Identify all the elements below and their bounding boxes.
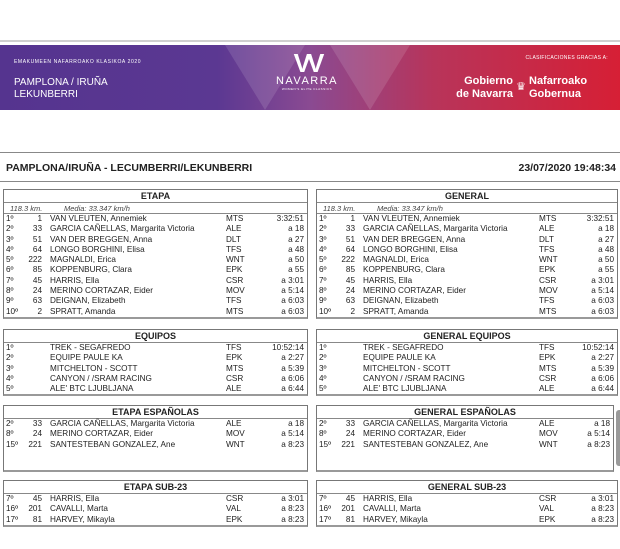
time: a 8:23: [587, 439, 610, 449]
rider-name: LONGO BORGHINI, Elisa: [50, 244, 145, 254]
time: a 3:01: [591, 275, 614, 285]
rider-name: SPRATT, Amanda: [363, 306, 429, 316]
position: 7º: [319, 275, 327, 285]
bib-number: 201: [341, 504, 355, 514]
bib-number: 45: [345, 275, 355, 285]
time: a 6:03: [591, 296, 614, 306]
time: a 55: [288, 265, 304, 275]
position: 15º: [6, 439, 19, 449]
rider-name: VAN VLEUTEN, Annemiek: [363, 214, 460, 223]
table-row: [317, 307, 617, 317]
position: 7º: [319, 494, 327, 503]
rider-name: MERINO CORTAZAR, Eider: [363, 286, 466, 296]
time: a 18: [288, 419, 304, 428]
position: 4º: [319, 373, 327, 383]
rider-name: TREK - SEGAFREDO: [363, 343, 444, 352]
team-code: EPK: [539, 265, 556, 275]
table-row: [317, 384, 617, 394]
time: a 48: [288, 244, 304, 254]
table-etapa-espanolas: [3, 405, 308, 472]
route-line-1: PAMPLONA / IRUÑA: [14, 77, 108, 88]
position: 8º: [319, 286, 327, 296]
table-row: [317, 286, 617, 296]
bib-number: 81: [32, 514, 42, 524]
time: a 8:23: [281, 439, 304, 449]
table-equipos: [3, 329, 308, 396]
position: 2º: [319, 419, 327, 428]
position: 1º: [319, 214, 327, 223]
rider-name: ALE' BTC LJUBLJANA: [363, 384, 447, 394]
team-code: TFS: [539, 244, 555, 254]
table-row: [317, 245, 617, 255]
time: a 5:14: [281, 429, 304, 439]
position: 5º: [6, 255, 14, 265]
team-code: MTS: [226, 363, 244, 373]
position: 9º: [319, 296, 327, 306]
table-row: [4, 384, 307, 394]
table-row: [4, 515, 307, 525]
navarra-crest-icon: ♛: [516, 81, 526, 93]
team-code: ALE: [226, 419, 242, 428]
rider-name: MAGNALDI, Erica: [363, 255, 429, 265]
bib-number: 1: [37, 214, 42, 223]
team-code: WNT: [226, 439, 245, 449]
rider-name: HARVEY, Mikayla: [50, 514, 115, 524]
sponsor-eu-line-2: Gobernua: [529, 88, 581, 100]
table-row: [4, 276, 307, 286]
table-row: [4, 224, 307, 234]
table-row: [317, 265, 617, 275]
table-title: GENERAL EQUIPOS: [317, 330, 617, 343]
position: 1º: [6, 343, 14, 352]
table-row: [317, 374, 617, 384]
time: a 27: [598, 234, 614, 244]
table-title: ETAPA: [4, 190, 307, 203]
route-label: [14, 77, 108, 101]
rider-name: KOPPENBURG, Clara: [50, 265, 132, 275]
team-code: WNT: [539, 255, 558, 265]
rider-name: MERINO CORTAZAR, Eider: [363, 429, 466, 439]
time: a 6:44: [281, 384, 304, 394]
team-code: ALE: [226, 224, 242, 234]
time: a 50: [598, 255, 614, 265]
report-datetime: 23/07/2020 19:48:34: [518, 162, 616, 174]
team-code: TFS: [539, 296, 555, 306]
position: 9º: [6, 296, 14, 306]
rider-name: GARCIA CAÑELLAS, Margarita Victoria: [50, 224, 195, 234]
rider-name: DEIGNAN, Elizabeth: [363, 296, 439, 306]
team-code: EPK: [539, 514, 556, 524]
rider-name: VAN DER BREGGEN, Anna: [50, 234, 153, 244]
time: a 50: [288, 255, 304, 265]
table-row: [317, 440, 613, 450]
position: 2º: [319, 353, 327, 363]
position: 8º: [319, 429, 327, 439]
rider-name: CAVALLI, Marta: [363, 504, 421, 514]
position: 5º: [6, 384, 14, 394]
rider-name: HARVEY, Mikayla: [363, 514, 428, 524]
position: 8º: [6, 286, 14, 296]
header-banner: [0, 45, 620, 110]
team-code: CSR: [539, 494, 557, 503]
table-row: [4, 265, 307, 275]
table-row: [317, 235, 617, 245]
table-row: [4, 504, 307, 514]
rider-name: GARCIA CAÑELLAS, Margarita Victoria: [50, 419, 195, 428]
time: a 6:03: [591, 306, 614, 316]
team-code: WNT: [226, 255, 245, 265]
rider-name: VAN DER BREGGEN, Anna: [363, 234, 466, 244]
bib-number: 81: [345, 514, 355, 524]
rider-name: HARRIS, Ella: [363, 494, 413, 503]
table-row: [317, 255, 617, 265]
sponsor-name-eu: [529, 75, 587, 101]
bib-number: 33: [32, 419, 42, 428]
event-name: EMAKUMEEN NAFARROAKO KLASIKOA 2020: [14, 59, 142, 65]
time: 10:52:14: [582, 343, 614, 352]
page-title: PAMPLONA/IRUÑA - LECUMBERRI/LEKUNBERRI: [6, 162, 253, 174]
time: a 5:14: [591, 286, 614, 296]
bib-number: 24: [32, 286, 42, 296]
table-title: GENERAL: [317, 190, 617, 203]
bib-number: 222: [28, 255, 42, 265]
bib-number: 24: [345, 286, 355, 296]
team-code: CSR: [539, 275, 557, 285]
position: 5º: [319, 255, 327, 265]
sponsor-eu-line-1: Nafarroako: [529, 75, 588, 87]
divider: [0, 181, 620, 182]
time: a 18: [288, 224, 304, 234]
rider-name: LONGO BORGHINI, Elisa: [363, 244, 458, 254]
position: 17º: [6, 514, 19, 524]
team-code: MOV: [539, 286, 558, 296]
time: a 6:06: [281, 373, 304, 383]
average-speed: Media: 33.347 km/h: [377, 204, 443, 213]
table-row: [4, 245, 307, 255]
table-row: [4, 429, 307, 439]
bib-number: 201: [28, 504, 42, 514]
rider-name: GARCIA CAÑELLAS, Margarita Victoria: [363, 224, 508, 234]
team-code: ALE: [226, 384, 242, 394]
position: 3º: [319, 363, 327, 373]
bib-number: 45: [345, 494, 355, 503]
time: a 5:39: [591, 363, 614, 373]
rider-name: CANYON / /SRAM RACING: [50, 373, 152, 383]
stage-info: [4, 203, 307, 214]
team-code: DLT: [226, 234, 241, 244]
table-row: [4, 235, 307, 245]
team-code: ALE: [539, 384, 555, 394]
team-code: CSR: [226, 494, 244, 503]
rider-name: MERINO CORTAZAR, Eider: [50, 286, 153, 296]
time: a 5:14: [587, 429, 610, 439]
table-title: GENERAL SUB-23: [317, 481, 617, 494]
rider-name: SPRATT, Amanda: [50, 306, 116, 316]
table-general-espanolas: [316, 405, 614, 472]
position: 3º: [319, 234, 327, 244]
table-row: [317, 419, 613, 429]
table-row: [317, 504, 617, 514]
position: 4º: [6, 244, 14, 254]
table-row: [4, 307, 307, 317]
table-row: [317, 364, 617, 374]
team-code: VAL: [226, 504, 241, 514]
position: 2º: [319, 224, 327, 234]
table-general-sub23: [316, 480, 618, 527]
position: 6º: [319, 265, 327, 275]
bib-number: 51: [32, 234, 42, 244]
position: 2º: [6, 419, 14, 428]
rider-name: MITCHELTON - SCOTT: [363, 363, 451, 373]
rider-name: EQUIPE PAULE KA: [363, 353, 436, 363]
sponsor-es-line-2: de Navarra: [456, 88, 513, 100]
position: 10º: [6, 306, 19, 316]
table-row: [317, 353, 617, 363]
time: a 3:01: [281, 275, 304, 285]
team-code: MTS: [539, 214, 557, 223]
rider-name: CAVALLI, Marta: [50, 504, 108, 514]
time: a 55: [598, 265, 614, 275]
position: 3º: [6, 234, 14, 244]
position: 1º: [319, 343, 327, 352]
time: a 6:44: [591, 384, 614, 394]
sponsor-name-es: [456, 75, 513, 101]
sponsor-es-line-1: Gobierno: [464, 75, 513, 87]
position: 2º: [6, 224, 14, 234]
time: a 8:23: [591, 504, 614, 514]
table-row: [4, 440, 307, 450]
team-code: CSR: [226, 373, 244, 383]
position: 16º: [6, 504, 19, 514]
position: 2º: [6, 353, 14, 363]
table-row: [4, 353, 307, 363]
table-row: [4, 255, 307, 265]
table-title: ETAPA SUB-23: [4, 481, 307, 494]
team-code: MOV: [226, 286, 245, 296]
rider-name: CANYON / /SRAM RACING: [363, 373, 465, 383]
rider-name: DEIGNAN, Elizabeth: [50, 296, 126, 306]
team-code: EPK: [226, 514, 243, 524]
side-scroll-handle[interactable]: [616, 410, 620, 466]
time: a 3:01: [591, 494, 614, 503]
position: 7º: [6, 275, 14, 285]
table-row: [317, 515, 617, 525]
top-divider: [0, 40, 620, 42]
position: 10º: [319, 306, 332, 316]
position: 6º: [6, 265, 14, 275]
team-code: TFS: [226, 296, 242, 306]
bib-number: 2: [37, 306, 42, 316]
team-code: TFS: [539, 343, 555, 352]
time: a 5:39: [281, 363, 304, 373]
time: a 2:27: [591, 353, 614, 363]
sponsor-label: CLASIFICACIONES GRACIAS A:: [525, 55, 608, 61]
team-code: EPK: [226, 353, 243, 363]
team-code: EPK: [226, 265, 243, 275]
rider-name: HARRIS, Ella: [363, 275, 413, 285]
bib-number: 63: [32, 296, 42, 306]
w-logo-icon: VV: [293, 48, 321, 78]
time: a 6:03: [281, 296, 304, 306]
table-row: [317, 429, 613, 439]
rider-name: SANTESTEBAN GONZALEZ, Ane: [363, 439, 489, 449]
bib-number: 63: [345, 296, 355, 306]
rider-name: EQUIPE PAULE KA: [50, 353, 123, 363]
distance: 118.3 km.: [323, 204, 356, 213]
team-code: WNT: [539, 439, 558, 449]
time: a 2:27: [281, 353, 304, 363]
navarra-logo: [272, 48, 342, 91]
bib-number: 45: [32, 275, 42, 285]
average-speed: Media: 33.347 km/h: [64, 204, 130, 213]
table-row: [4, 494, 307, 504]
team-code: TFS: [226, 343, 242, 352]
logo-text: NAVARRA: [275, 75, 339, 87]
time: a 48: [598, 244, 614, 254]
team-code: EPK: [539, 353, 556, 363]
time: a 5:14: [281, 286, 304, 296]
route-line-2: LEKUNBERRI: [14, 89, 78, 100]
distance: 118.3 km.: [10, 204, 43, 213]
bib-number: 85: [32, 265, 42, 275]
position: 8º: [6, 429, 14, 439]
table-row: [4, 214, 307, 224]
time: a 8:23: [281, 504, 304, 514]
table-row: [317, 296, 617, 306]
position: 16º: [319, 504, 332, 514]
table-title: EQUIPOS: [4, 330, 307, 343]
time: a 18: [594, 419, 610, 428]
team-code: MTS: [226, 214, 244, 223]
position: 15º: [319, 439, 332, 449]
team-code: VAL: [539, 504, 554, 514]
table-row: [317, 494, 617, 504]
time: a 8:23: [281, 514, 304, 524]
bib-number: 33: [32, 224, 42, 234]
position: 7º: [6, 494, 14, 503]
bib-number: 33: [345, 224, 355, 234]
bib-number: 221: [28, 439, 42, 449]
table-general: [316, 189, 618, 319]
position: 1º: [6, 214, 14, 223]
stage-info: [317, 203, 617, 214]
table-row: [4, 374, 307, 384]
divider: [0, 152, 620, 153]
bib-number: 85: [345, 265, 355, 275]
bib-number: 24: [345, 429, 355, 439]
table-row: [317, 224, 617, 234]
table-etapa: [3, 189, 308, 319]
position: 5º: [319, 384, 327, 394]
time: 10:52:14: [272, 343, 304, 352]
bib-number: 64: [32, 244, 42, 254]
position: 17º: [319, 514, 332, 524]
team-code: MOV: [226, 429, 245, 439]
bib-number: 2: [350, 306, 355, 316]
table-row: [317, 343, 617, 353]
time: a 18: [598, 224, 614, 234]
position: 4º: [6, 373, 14, 383]
rider-name: HARRIS, Ella: [50, 494, 100, 503]
rider-name: KOPPENBURG, Clara: [363, 265, 445, 275]
table-title: GENERAL ESPAÑOLAS: [317, 406, 613, 419]
time: a 27: [288, 234, 304, 244]
team-code: MTS: [539, 306, 557, 316]
bib-number: 33: [345, 419, 355, 428]
bib-number: 24: [32, 429, 42, 439]
rider-name: MAGNALDI, Erica: [50, 255, 116, 265]
rider-name: SANTESTEBAN GONZALEZ, Ane: [50, 439, 176, 449]
table-row: [4, 296, 307, 306]
table-etapa-sub23: [3, 480, 308, 527]
table-row: [4, 364, 307, 374]
banner-decoration: [330, 45, 410, 110]
rider-name: ALE' BTC LJUBLJANA: [50, 384, 134, 394]
table-title: ETAPA ESPAÑOLAS: [4, 406, 307, 419]
rider-name: MITCHELTON - SCOTT: [50, 363, 138, 373]
team-code: MOV: [539, 429, 558, 439]
time: a 6:03: [281, 306, 304, 316]
team-code: ALE: [539, 224, 555, 234]
bib-number: 222: [341, 255, 355, 265]
team-code: DLT: [539, 234, 554, 244]
bib-number: 1: [350, 214, 355, 223]
team-code: TFS: [226, 244, 242, 254]
table-row: [317, 214, 617, 224]
time: a 8:23: [591, 514, 614, 524]
team-code: MTS: [226, 306, 244, 316]
rider-name: VAN VLEUTEN, Annemiek: [50, 214, 147, 223]
rider-name: TREK - SEGAFREDO: [50, 343, 131, 352]
bib-number: 221: [341, 439, 355, 449]
bib-number: 64: [345, 244, 355, 254]
table-row: [4, 286, 307, 296]
rider-name: GARCIA CAÑELLAS, Margarita Victoria: [363, 419, 508, 428]
logo-subtext: WOMEN'S ELITE CLASSICS: [281, 87, 333, 91]
table-row: [4, 343, 307, 353]
team-code: CSR: [226, 275, 244, 285]
bib-number: 51: [345, 234, 355, 244]
rider-name: MERINO CORTAZAR, Eider: [50, 429, 153, 439]
position: 4º: [319, 244, 327, 254]
bib-number: 45: [32, 494, 42, 503]
team-code: MTS: [539, 363, 557, 373]
table-general-equipos: [316, 329, 618, 396]
time: a 3:01: [281, 494, 304, 503]
time: 3:32:51: [586, 214, 614, 223]
position: 3º: [6, 363, 14, 373]
time: a 6:06: [591, 373, 614, 383]
rider-name: HARRIS, Ella: [50, 275, 100, 285]
time: 3:32:51: [276, 214, 304, 223]
table-row: [4, 419, 307, 429]
team-code: ALE: [539, 419, 555, 428]
table-row: [317, 276, 617, 286]
team-code: CSR: [539, 373, 557, 383]
